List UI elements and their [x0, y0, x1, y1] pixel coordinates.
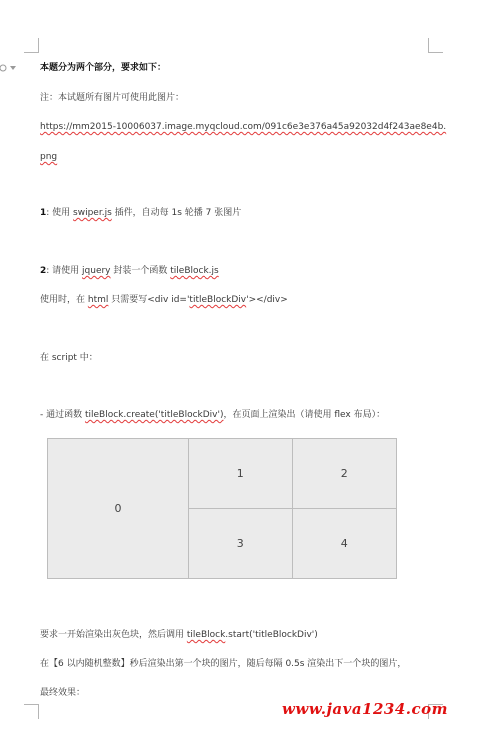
- bullet-text: - 通过函数 tileBlock.create('titleBlockDiv')，在页面上渲染出（请使用 flex 布局）：: [40, 410, 386, 420]
- item-1-text: 1: 使用 swiper.js 插件，自动每 1s 轮播 7 张图片: [40, 208, 242, 218]
- note-text: 注：本试题所有图片可使用此图片：: [40, 93, 185, 103]
- usage-text: 使用时，在 html 只需要写<div id='titleBlockDiv'></div>: [40, 295, 288, 305]
- tile-4: 4: [293, 509, 397, 579]
- tile-3: 3: [189, 509, 293, 579]
- tile-block-diagram: [47, 438, 397, 579]
- image-url-line-1[interactable]: https://mm2015-10006037.image.myqcloud.com/091c6e3e376a45a92032d4f243ae8e4b.: [40, 122, 447, 132]
- paragraph-handle-icon[interactable]: [0, 62, 20, 74]
- heading-text: 本题分为两个部分，要求如下：: [40, 63, 167, 73]
- requirement-1-text: 要求一开始渲染出灰色块，然后调用 tileBlock.start('titleBlockDiv'): [40, 630, 318, 640]
- watermark: www.java1234.com: [282, 700, 449, 718]
- tile-2: 2: [293, 439, 397, 509]
- tile-1: 1: [189, 439, 293, 509]
- tile-grid: [189, 439, 396, 578]
- final-effect-text: 最终效果：: [40, 688, 86, 698]
- page-corner-bottom-left: [24, 704, 39, 719]
- item-2-text: 2: 请使用 jquery 封装一个函数 tileBlock.js: [40, 266, 219, 276]
- page-corner-top-left: [24, 38, 39, 53]
- requirement-2-text: 在【6 以内随机整数】秒后渲染出第一个块的图片，随后每隔 0.5s 渲染出下一个块的图片，: [40, 659, 407, 669]
- page-corner-top-right: [428, 38, 443, 53]
- tile-0: 0: [48, 439, 189, 578]
- in-script-text: 在 script 中：: [40, 353, 98, 363]
- image-url-line-2: png: [40, 152, 58, 162]
